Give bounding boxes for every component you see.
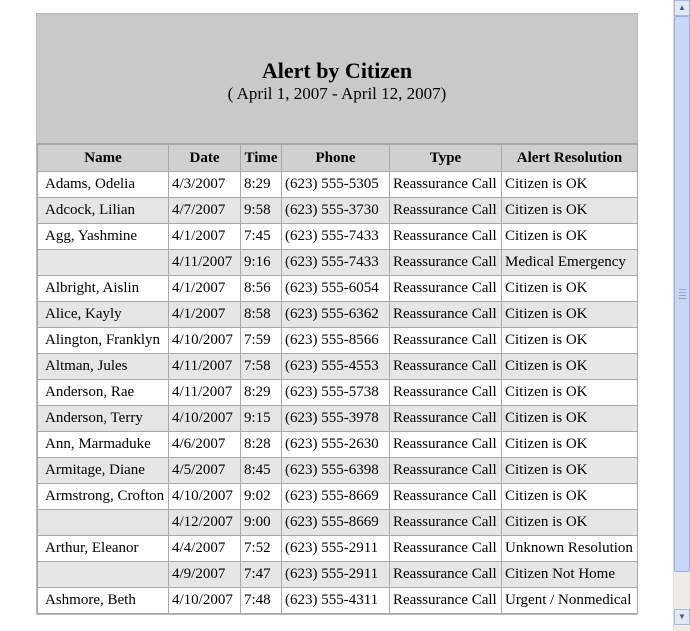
column-header-name: Name xyxy=(38,145,169,172)
table-row xyxy=(38,562,638,588)
cell-type: Reassurance Call xyxy=(390,302,502,328)
cell-resolution: Citizen is OK xyxy=(502,224,638,250)
cell-phone: (623) 555-6398 xyxy=(282,458,390,484)
cell-time: 7:47 xyxy=(241,562,282,588)
cell-date: 4/5/2007 xyxy=(169,458,241,484)
cell-date: 4/11/2007 xyxy=(169,380,241,406)
cell-date: 4/6/2007 xyxy=(169,432,241,458)
report-header xyxy=(37,14,637,144)
cell-resolution: Unknown Resolution xyxy=(502,536,638,562)
cell-name: Alington, Franklyn xyxy=(38,328,169,354)
cell-phone: (623) 555-4311 xyxy=(282,588,390,614)
cell-resolution: Urgent / Nonmedical xyxy=(502,588,638,614)
cell-name xyxy=(38,250,169,276)
cell-phone: (623) 555-6054 xyxy=(282,276,390,302)
table-row xyxy=(38,302,638,328)
cell-name xyxy=(38,510,169,536)
cell-resolution: Citizen is OK xyxy=(502,276,638,302)
cell-date: 4/1/2007 xyxy=(169,276,241,302)
cell-time: 9:16 xyxy=(241,250,282,276)
cell-time: 7:48 xyxy=(241,588,282,614)
cell-name: Arthur, Eleanor xyxy=(38,536,169,562)
cell-phone: (623) 555-8669 xyxy=(282,510,390,536)
cell-name: Armstrong, Crofton xyxy=(38,484,169,510)
cell-date: 4/10/2007 xyxy=(169,406,241,432)
cell-phone: (623) 555-6362 xyxy=(282,302,390,328)
cell-phone: (623) 555-2630 xyxy=(282,432,390,458)
cell-time: 9:00 xyxy=(241,510,282,536)
cell-type: Reassurance Call xyxy=(390,172,502,198)
cell-phone: (623) 555-8669 xyxy=(282,484,390,510)
cell-date: 4/1/2007 xyxy=(169,302,241,328)
cell-time: 9:15 xyxy=(241,406,282,432)
cell-resolution: Citizen is OK xyxy=(502,510,638,536)
cell-resolution: Citizen is OK xyxy=(502,354,638,380)
cell-time: 8:28 xyxy=(241,432,282,458)
cell-time: 7:52 xyxy=(241,536,282,562)
cell-name: Anderson, Terry xyxy=(38,406,169,432)
table-row xyxy=(38,250,638,276)
cell-type: Reassurance Call xyxy=(390,484,502,510)
cell-time: 8:29 xyxy=(241,380,282,406)
cell-time: 8:45 xyxy=(241,458,282,484)
scroll-thumb[interactable] xyxy=(674,16,690,572)
cell-type: Reassurance Call xyxy=(390,406,502,432)
cell-phone: (623) 555-3730 xyxy=(282,198,390,224)
table-row xyxy=(38,406,638,432)
cell-phone: (623) 555-3978 xyxy=(282,406,390,432)
table-row xyxy=(38,328,638,354)
cell-resolution: Citizen is OK xyxy=(502,406,638,432)
cell-resolution: Medical Emergency xyxy=(502,250,638,276)
cell-date: 4/3/2007 xyxy=(169,172,241,198)
cell-time: 8:58 xyxy=(241,302,282,328)
arrow-down-icon[interactable]: ▼ xyxy=(674,609,690,625)
column-header-date: Date xyxy=(169,145,241,172)
cell-time: 9:02 xyxy=(241,484,282,510)
vertical-scrollbar[interactable] xyxy=(673,0,690,631)
cell-time: 7:45 xyxy=(241,224,282,250)
cell-date: 4/11/2007 xyxy=(169,250,241,276)
cell-name: Ann, Marmaduke xyxy=(38,432,169,458)
cell-type: Reassurance Call xyxy=(390,198,502,224)
table-row xyxy=(38,198,638,224)
cell-type: Reassurance Call xyxy=(390,432,502,458)
cell-time: 9:58 xyxy=(241,198,282,224)
table-row xyxy=(38,172,638,198)
alert-report xyxy=(36,13,638,615)
cell-date: 4/11/2007 xyxy=(169,354,241,380)
cell-resolution: Citizen is OK xyxy=(502,432,638,458)
cell-resolution: Citizen is OK xyxy=(502,302,638,328)
cell-type: Reassurance Call xyxy=(390,588,502,614)
cell-time: 7:59 xyxy=(241,328,282,354)
table-row xyxy=(38,354,638,380)
cell-type: Reassurance Call xyxy=(390,354,502,380)
thumb-grip xyxy=(679,289,686,290)
cell-time: 8:56 xyxy=(241,276,282,302)
report-title: Alert by Citizen xyxy=(261,58,413,83)
thumb-grip xyxy=(679,298,686,299)
cell-phone: (623) 555-2911 xyxy=(282,536,390,562)
cell-resolution: Citizen is OK xyxy=(502,328,638,354)
cell-resolution: Citizen is OK xyxy=(502,458,638,484)
cell-resolution: Citizen Not Home xyxy=(502,562,638,588)
table-row xyxy=(38,276,638,302)
cell-name: Agg, Yashmine xyxy=(38,224,169,250)
cell-type: Reassurance Call xyxy=(390,458,502,484)
cell-type: Reassurance Call xyxy=(390,380,502,406)
column-header-phone: Phone xyxy=(282,145,390,172)
cell-phone: (623) 555-8566 xyxy=(282,328,390,354)
thumb-grip xyxy=(679,295,686,296)
cell-type: Reassurance Call xyxy=(390,276,502,302)
table-header-row xyxy=(38,145,638,172)
cell-name: Adcock, Lilian xyxy=(38,198,169,224)
thumb-grip xyxy=(679,292,686,293)
table-row xyxy=(38,224,638,250)
table-row xyxy=(38,536,638,562)
cell-phone: (623) 555-4553 xyxy=(282,354,390,380)
cell-time: 7:58 xyxy=(241,354,282,380)
cell-phone: (623) 555-5738 xyxy=(282,380,390,406)
cell-phone: (623) 555-7433 xyxy=(282,250,390,276)
cell-type: Reassurance Call xyxy=(390,328,502,354)
cell-type: Reassurance Call xyxy=(390,536,502,562)
cell-type: Reassurance Call xyxy=(390,562,502,588)
table-body xyxy=(38,172,638,614)
alerts-table xyxy=(37,144,638,614)
cell-name: Alice, Kayly xyxy=(38,302,169,328)
arrow-up-icon[interactable]: ▲ xyxy=(674,0,690,16)
table-row xyxy=(38,510,638,536)
column-header-time: Time xyxy=(241,145,282,172)
cell-date: 4/9/2007 xyxy=(169,562,241,588)
cell-date: 4/12/2007 xyxy=(169,510,241,536)
table-row xyxy=(38,380,638,406)
cell-resolution: Citizen is OK xyxy=(502,172,638,198)
cell-date: 4/1/2007 xyxy=(169,224,241,250)
report-subtitle: ( April 1, 2007 - April 12, 2007) xyxy=(227,84,447,103)
cell-date: 4/10/2007 xyxy=(169,588,241,614)
cell-name: Armitage, Diane xyxy=(38,458,169,484)
cell-resolution: Citizen is OK xyxy=(502,198,638,224)
cell-type: Reassurance Call xyxy=(390,224,502,250)
table-row xyxy=(38,432,638,458)
cell-phone: (623) 555-2911 xyxy=(282,562,390,588)
cell-type: Reassurance Call xyxy=(390,510,502,536)
cell-name xyxy=(38,562,169,588)
column-header-resolution: Alert Resolution xyxy=(502,145,638,172)
cell-time: 8:29 xyxy=(241,172,282,198)
column-header-type: Type xyxy=(390,145,502,172)
cell-date: 4/7/2007 xyxy=(169,198,241,224)
cell-date: 4/4/2007 xyxy=(169,536,241,562)
cell-name: Altman, Jules xyxy=(38,354,169,380)
table-row xyxy=(38,458,638,484)
table-row xyxy=(38,484,638,510)
cell-name: Ashmore, Beth xyxy=(38,588,169,614)
cell-type: Reassurance Call xyxy=(390,250,502,276)
cell-resolution: Citizen is OK xyxy=(502,484,638,510)
table-row xyxy=(38,588,638,614)
cell-name: Albright, Aislin xyxy=(38,276,169,302)
cell-phone: (623) 555-7433 xyxy=(282,224,390,250)
cell-resolution: Citizen is OK xyxy=(502,380,638,406)
cell-date: 4/10/2007 xyxy=(169,328,241,354)
cell-name: Anderson, Rae xyxy=(38,380,169,406)
cell-phone: (623) 555-5305 xyxy=(282,172,390,198)
cell-date: 4/10/2007 xyxy=(169,484,241,510)
cell-name: Adams, Odelia xyxy=(38,172,169,198)
